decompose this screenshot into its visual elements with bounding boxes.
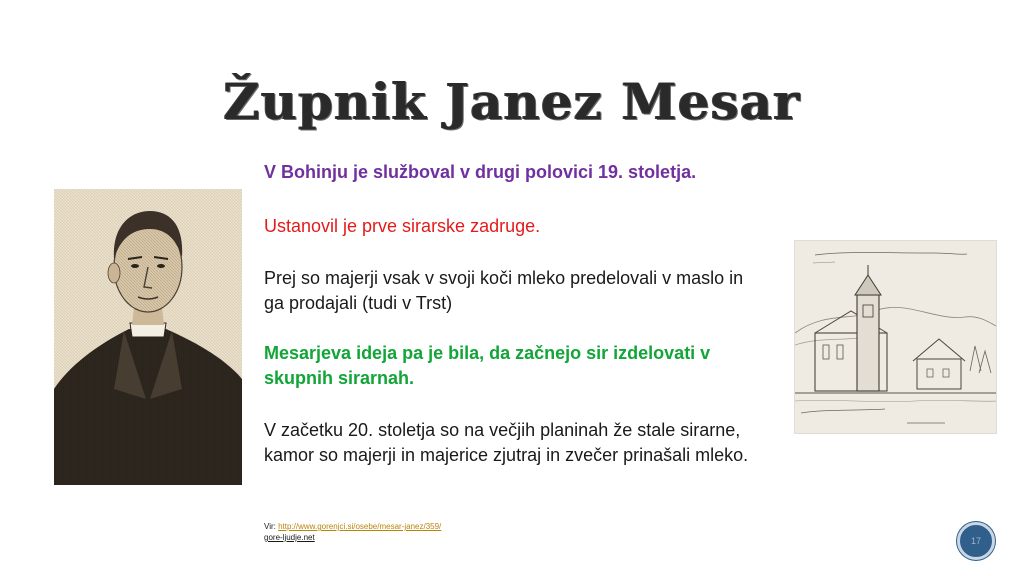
paragraph-20th-century: V začetku 20. stoletja so na večjih planinah že stale sirarne, kamor so majerji in majerice zjutraj in zvečer prinašali mleko. xyxy=(264,420,749,465)
source-citation xyxy=(264,521,441,543)
source-link[interactable]: http://www.gorenjci.si/osebe/mesar-janez/359/ xyxy=(278,522,442,531)
church-sketch xyxy=(795,241,997,434)
slide-number: 17 xyxy=(970,536,981,546)
church-sketch-image xyxy=(794,240,997,434)
source-second: gore-ljudje.net xyxy=(264,533,315,542)
paragraph-service: V Bohinju je služboval v drugi polovici 19. stoletja. xyxy=(264,162,697,182)
paragraph-before: Prej so majerji vsak v svoji koči mleko predelovali v maslo in ga prodajali (tudi v Trst) xyxy=(264,268,744,313)
paragraph-cooperatives: Ustanovil je prve sirarske zadruge. xyxy=(264,216,541,236)
source-prefix: Vir: xyxy=(264,522,279,531)
portrait-image xyxy=(54,189,242,485)
paragraph-idea: Mesarjeva ideja pa je bila, da začnejo sir izdelovati v skupnih sirarnah. xyxy=(264,343,711,388)
slide-number-button[interactable] xyxy=(957,522,995,560)
slide-title: Župnik Janez Mesar xyxy=(223,72,801,131)
portrait-engraving xyxy=(54,189,242,485)
